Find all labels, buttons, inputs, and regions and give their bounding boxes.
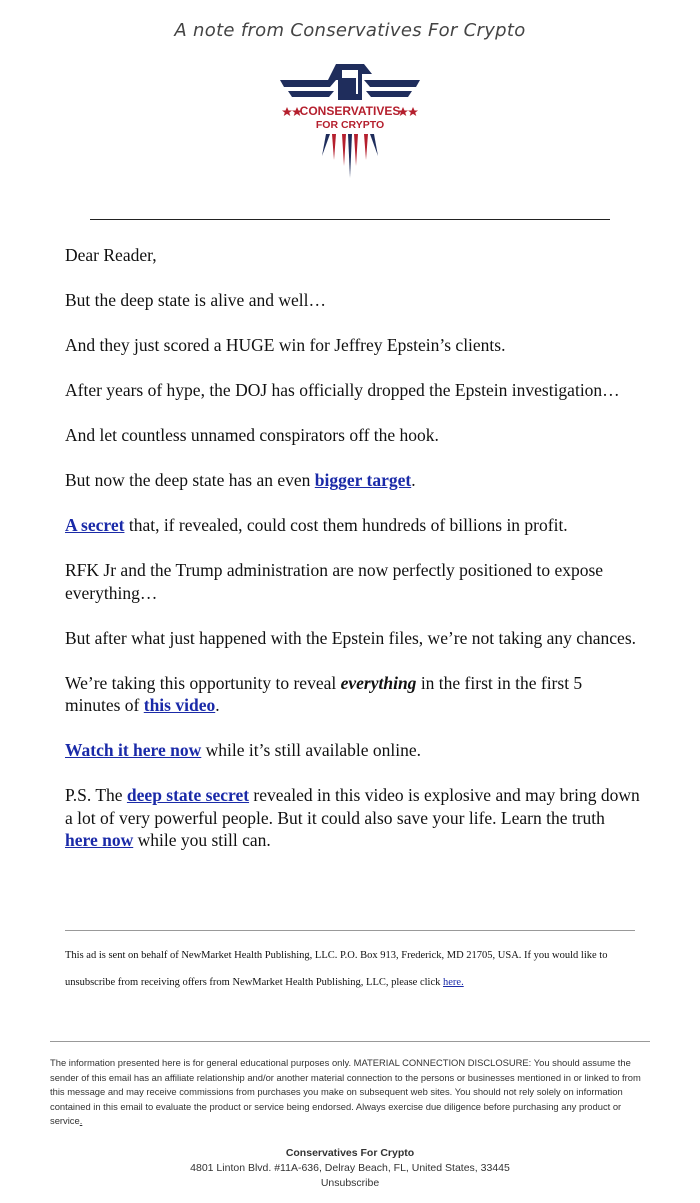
postscript-mid: revealed in this video is explosive and may bring down a lot of very powerful people. But it could also save your life. Learn the truth (65, 785, 640, 828)
postscript-end: while you still can. (133, 830, 271, 850)
header-note: A note from Conservatives For Crypto (174, 20, 526, 41)
footer-unsubscribe-link[interactable]: Unsubscribe (320, 1177, 380, 1189)
paragraph-10 (65, 739, 640, 762)
paragraph-1: But the deep state is alive and well… (65, 290, 326, 310)
paragraph-5-text: But now the deep state has an even (65, 470, 315, 490)
a-secret-link[interactable]: A secret (65, 515, 125, 535)
footer (0, 1146, 700, 1191)
paragraph-9-end: . (215, 695, 220, 715)
conservatives-for-crypto-logo (278, 60, 422, 182)
logo-text-line1: CONSERVATIVES (299, 104, 401, 118)
unsubscribe-here-link[interactable]: here. (443, 977, 464, 988)
footer-org-name: Conservatives For Crypto (285, 1147, 415, 1159)
paragraph-9 (65, 672, 640, 717)
paragraph-5-end: . (411, 470, 416, 490)
watch-it-here-now-link[interactable]: Watch it here now (65, 740, 202, 760)
deep-state-secret-link[interactable]: deep state secret (126, 785, 250, 805)
disclaimer-text: The information presented here is for general educational purposes only. MATERIAL CONNECTION DISCLOSURE: You should assume the sender of this email has an affiliate relationship and/or another material connection to the persons or businesses mentioned in or linked to from this message and may receive commissions from purchases you make on subsequent web sites. You should not rely solely on information contained in this email to evaluate the product or service being endorsed. Always exercise due diligence before purchasing any product or service (50, 1057, 641, 1126)
logo-text-line2: FOR CRYPTO (315, 119, 385, 131)
here-now-link[interactable]: here now (65, 830, 134, 850)
disclaimer (50, 1056, 652, 1129)
middle-divider (65, 930, 635, 931)
paragraph-6 (65, 514, 640, 537)
paragraph-7: RFK Jr and the Trump administration are now perfectly positioned to expose everything… (65, 560, 604, 603)
postscript (65, 784, 640, 852)
paragraph-9-text: We’re taking this opportunity to reveal (65, 672, 341, 693)
paragraph-6-text: that, if revealed, could cost them hundreds of billions in profit. (124, 515, 568, 535)
this-video-link[interactable]: this video (143, 695, 216, 715)
paragraph-10-text: while it’s still available online. (201, 740, 421, 760)
paragraph-4: And let countless unnamed conspirators off the hook. (65, 425, 439, 445)
disclaimer-end: . (79, 1115, 83, 1126)
top-divider (90, 219, 610, 220)
letter-body (65, 244, 640, 874)
sender-notice-text: This ad is sent on behalf of NewMarket Health Publishing, LLC. P.O. Box 913, Frederick, MD 21705, USA. If you would like to unsubscribe from receiving offers from NewMarket Health Publishing, LLC, please click (65, 950, 608, 988)
footer-address: 4801 Linton Blvd. #11A-636, Delray Beach, FL, United States, 33445 (190, 1162, 510, 1174)
paragraph-5 (65, 469, 640, 492)
everything-emphasis: everything (340, 672, 417, 693)
lower-divider (50, 1041, 650, 1042)
postscript-text: P.S. The (65, 785, 127, 805)
paragraph-3: After years of hype, the DOJ has officially dropped the Epstein investigation… (65, 380, 620, 400)
paragraph-8: But after what just happened with the Epstein files, we’re not taking any chances. (65, 627, 637, 648)
bigger-target-link[interactable]: bigger target (314, 470, 412, 490)
paragraph-2: And they just scored a HUGE win for Jeffrey Epstein’s clients. (65, 335, 506, 355)
greeting: Dear Reader, (65, 245, 157, 265)
paragraph-9-mid: in the first in the first 5 minutes of (65, 672, 583, 715)
sender-notice (65, 942, 640, 996)
